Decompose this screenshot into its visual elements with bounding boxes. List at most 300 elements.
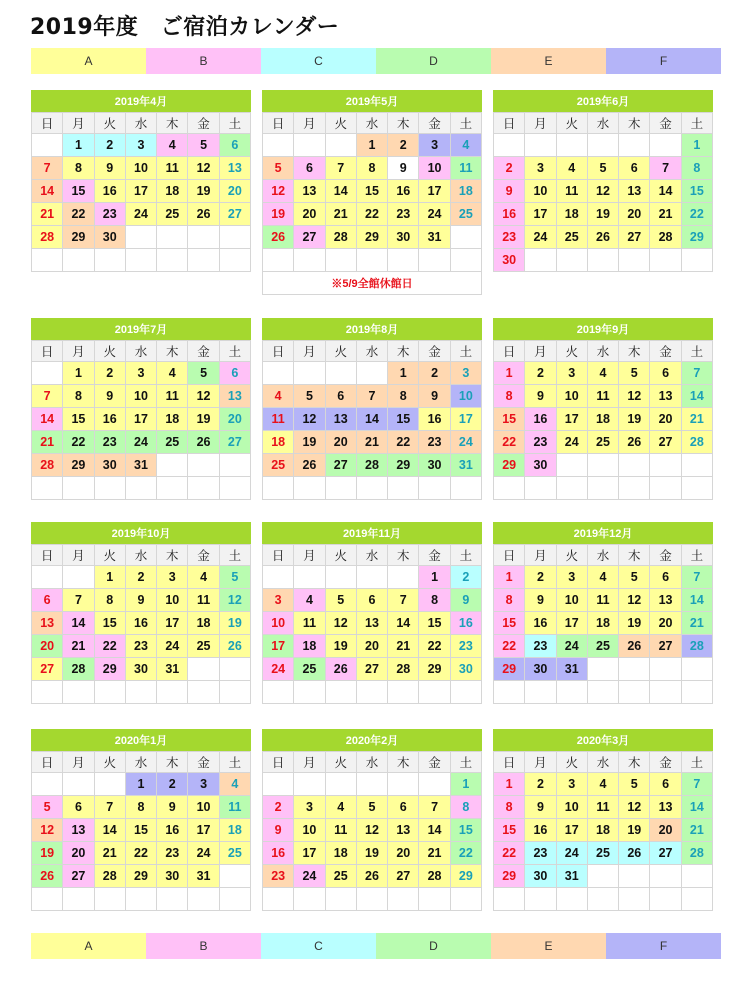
day-cell[interactable]: 12 (32, 819, 63, 842)
day-cell[interactable]: 22 (494, 431, 525, 454)
day-cell[interactable]: 14 (325, 180, 356, 203)
day-cell[interactable]: 15 (494, 612, 525, 635)
day-cell[interactable]: 6 (219, 134, 250, 157)
day-cell[interactable]: 24 (450, 431, 481, 454)
day-cell[interactable]: 23 (419, 431, 450, 454)
day-cell[interactable]: 26 (619, 635, 650, 658)
day-cell[interactable]: 23 (525, 842, 556, 865)
day-cell[interactable]: 10 (556, 385, 587, 408)
day-cell[interactable]: 15 (419, 612, 450, 635)
day-cell[interactable]: 10 (294, 819, 325, 842)
day-cell[interactable]: 21 (32, 431, 63, 454)
day-cell[interactable]: 22 (494, 635, 525, 658)
day-cell[interactable]: 19 (325, 635, 356, 658)
day-cell[interactable]: 13 (219, 385, 250, 408)
day-cell[interactable]: 5 (619, 566, 650, 589)
day-cell[interactable]: 3 (125, 134, 156, 157)
day-cell[interactable]: 12 (587, 180, 618, 203)
day-cell[interactable]: 4 (157, 134, 188, 157)
day-cell[interactable]: 8 (681, 157, 712, 180)
day-cell[interactable]: 30 (94, 226, 125, 249)
day-cell[interactable]: 2 (157, 773, 188, 796)
day-cell[interactable]: 9 (450, 589, 481, 612)
day-cell[interactable]: 5 (356, 796, 387, 819)
day-cell[interactable]: 6 (294, 157, 325, 180)
day-cell[interactable]: 14 (32, 408, 63, 431)
day-cell[interactable]: 4 (157, 362, 188, 385)
day-cell[interactable]: 9 (419, 385, 450, 408)
day-cell[interactable]: 26 (219, 635, 250, 658)
day-cell[interactable]: 5 (263, 157, 294, 180)
day-cell[interactable]: 7 (388, 589, 419, 612)
day-cell[interactable]: 4 (587, 773, 618, 796)
day-cell[interactable]: 4 (556, 157, 587, 180)
day-cell[interactable]: 3 (125, 362, 156, 385)
day-cell[interactable]: 26 (32, 865, 63, 888)
day-cell[interactable]: 2 (494, 157, 525, 180)
day-cell[interactable]: 2 (94, 362, 125, 385)
day-cell[interactable]: 3 (263, 589, 294, 612)
day-cell[interactable]: 6 (325, 385, 356, 408)
day-cell[interactable]: 25 (556, 226, 587, 249)
day-cell[interactable]: 18 (587, 408, 618, 431)
day-cell[interactable]: 5 (325, 589, 356, 612)
day-cell[interactable]: 20 (219, 408, 250, 431)
day-cell[interactable]: 11 (294, 612, 325, 635)
day-cell[interactable]: 8 (494, 796, 525, 819)
day-cell[interactable]: 9 (494, 180, 525, 203)
day-cell[interactable]: 19 (619, 408, 650, 431)
day-cell[interactable]: 28 (681, 431, 712, 454)
day-cell[interactable]: 22 (681, 203, 712, 226)
day-cell[interactable]: 4 (325, 796, 356, 819)
day-cell[interactable]: 23 (525, 635, 556, 658)
day-cell[interactable]: 3 (157, 566, 188, 589)
day-cell[interactable]: 25 (157, 431, 188, 454)
day-cell[interactable]: 6 (356, 589, 387, 612)
day-cell[interactable]: 12 (619, 589, 650, 612)
day-cell[interactable]: 25 (263, 454, 294, 477)
day-cell[interactable]: 14 (94, 819, 125, 842)
day-cell[interactable]: 25 (587, 842, 618, 865)
day-cell[interactable]: 6 (650, 773, 681, 796)
day-cell[interactable]: 15 (63, 408, 94, 431)
day-cell[interactable]: 30 (450, 658, 481, 681)
day-cell[interactable]: 31 (125, 454, 156, 477)
day-cell[interactable]: 6 (650, 566, 681, 589)
day-cell[interactable]: 4 (188, 566, 219, 589)
day-cell[interactable]: 18 (157, 180, 188, 203)
day-cell[interactable]: 9 (157, 796, 188, 819)
day-cell[interactable]: 3 (556, 773, 587, 796)
day-cell[interactable]: 21 (325, 203, 356, 226)
day-cell[interactable]: 6 (32, 589, 63, 612)
day-cell[interactable]: 28 (388, 658, 419, 681)
day-cell[interactable]: 8 (63, 157, 94, 180)
day-cell[interactable]: 25 (325, 865, 356, 888)
day-cell[interactable]: 21 (681, 612, 712, 635)
day-cell[interactable]: 2 (388, 134, 419, 157)
day-cell[interactable]: 25 (294, 658, 325, 681)
day-cell[interactable]: 8 (494, 385, 525, 408)
day-cell[interactable]: 8 (125, 796, 156, 819)
day-cell[interactable]: 16 (419, 408, 450, 431)
day-cell[interactable]: 2 (525, 773, 556, 796)
day-cell[interactable]: 17 (263, 635, 294, 658)
day-cell[interactable]: 4 (219, 773, 250, 796)
day-cell[interactable]: 10 (188, 796, 219, 819)
day-cell[interactable]: 23 (94, 431, 125, 454)
day-cell[interactable]: 20 (219, 180, 250, 203)
day-cell[interactable]: 24 (556, 635, 587, 658)
day-cell[interactable]: 16 (450, 612, 481, 635)
day-cell[interactable]: 12 (263, 180, 294, 203)
day-cell[interactable]: 13 (294, 180, 325, 203)
day-cell[interactable]: 27 (356, 658, 387, 681)
day-cell[interactable]: 20 (650, 612, 681, 635)
day-cell[interactable]: 3 (556, 362, 587, 385)
day-cell[interactable]: 29 (63, 226, 94, 249)
day-cell[interactable]: 9 (388, 157, 419, 180)
day-cell[interactable]: 14 (63, 612, 94, 635)
day-cell[interactable]: 23 (388, 203, 419, 226)
day-cell[interactable]: 11 (157, 385, 188, 408)
day-cell[interactable]: 24 (263, 658, 294, 681)
day-cell[interactable]: 28 (325, 226, 356, 249)
day-cell[interactable]: 25 (587, 431, 618, 454)
day-cell[interactable]: 14 (681, 385, 712, 408)
day-cell[interactable]: 30 (94, 454, 125, 477)
day-cell[interactable]: 2 (263, 796, 294, 819)
day-cell[interactable]: 27 (219, 203, 250, 226)
day-cell[interactable]: 30 (419, 454, 450, 477)
day-cell[interactable]: 4 (294, 589, 325, 612)
day-cell[interactable]: 21 (388, 635, 419, 658)
day-cell[interactable]: 2 (450, 566, 481, 589)
day-cell[interactable]: 8 (356, 157, 387, 180)
day-cell[interactable]: 31 (188, 865, 219, 888)
day-cell[interactable]: 20 (63, 842, 94, 865)
day-cell[interactable]: 19 (32, 842, 63, 865)
day-cell[interactable]: 18 (587, 819, 618, 842)
day-cell[interactable]: 11 (556, 180, 587, 203)
day-cell[interactable]: 8 (388, 385, 419, 408)
day-cell[interactable]: 31 (419, 226, 450, 249)
day-cell[interactable]: 16 (94, 180, 125, 203)
day-cell[interactable]: 12 (619, 385, 650, 408)
day-cell[interactable]: 16 (525, 819, 556, 842)
day-cell[interactable]: 11 (188, 589, 219, 612)
day-cell[interactable]: 23 (450, 635, 481, 658)
day-cell[interactable]: 23 (494, 226, 525, 249)
day-cell[interactable]: 10 (556, 796, 587, 819)
day-cell[interactable]: 21 (63, 635, 94, 658)
day-cell[interactable]: 18 (157, 408, 188, 431)
day-cell[interactable]: 24 (556, 842, 587, 865)
day-cell[interactable]: 12 (219, 589, 250, 612)
day-cell[interactable]: 28 (94, 865, 125, 888)
day-cell[interactable]: 29 (494, 865, 525, 888)
day-cell[interactable]: 9 (94, 157, 125, 180)
day-cell[interactable]: 1 (125, 773, 156, 796)
day-cell[interactable]: 28 (650, 226, 681, 249)
day-cell[interactable]: 5 (587, 157, 618, 180)
day-cell[interactable]: 18 (263, 431, 294, 454)
day-cell[interactable]: 15 (450, 819, 481, 842)
day-cell[interactable]: 23 (157, 842, 188, 865)
day-cell[interactable]: 20 (619, 203, 650, 226)
day-cell[interactable]: 8 (450, 796, 481, 819)
day-cell[interactable]: 7 (681, 362, 712, 385)
day-cell[interactable]: 29 (419, 658, 450, 681)
day-cell[interactable]: 1 (681, 134, 712, 157)
day-cell[interactable]: 19 (219, 612, 250, 635)
day-cell[interactable]: 1 (419, 566, 450, 589)
day-cell[interactable]: 24 (125, 431, 156, 454)
day-cell[interactable]: 19 (587, 203, 618, 226)
day-cell[interactable]: 20 (356, 635, 387, 658)
day-cell[interactable]: 16 (263, 842, 294, 865)
day-cell[interactable]: 29 (450, 865, 481, 888)
day-cell[interactable]: 25 (219, 842, 250, 865)
day-cell[interactable]: 17 (125, 408, 156, 431)
day-cell[interactable]: 1 (494, 773, 525, 796)
day-cell[interactable]: 15 (63, 180, 94, 203)
day-cell[interactable]: 7 (419, 796, 450, 819)
day-cell[interactable]: 11 (450, 157, 481, 180)
day-cell[interactable]: 19 (188, 180, 219, 203)
day-cell[interactable]: 15 (681, 180, 712, 203)
day-cell[interactable]: 6 (650, 362, 681, 385)
day-cell[interactable]: 18 (325, 842, 356, 865)
day-cell[interactable]: 9 (94, 385, 125, 408)
day-cell[interactable]: 28 (419, 865, 450, 888)
day-cell[interactable]: 5 (619, 773, 650, 796)
day-cell[interactable]: 28 (681, 842, 712, 865)
day-cell[interactable]: 21 (650, 203, 681, 226)
day-cell[interactable]: 15 (125, 819, 156, 842)
day-cell[interactable]: 22 (388, 431, 419, 454)
day-cell[interactable]: 26 (294, 454, 325, 477)
day-cell[interactable]: 26 (619, 431, 650, 454)
day-cell[interactable]: 4 (587, 362, 618, 385)
day-cell[interactable]: 1 (494, 566, 525, 589)
day-cell[interactable]: 22 (450, 842, 481, 865)
day-cell[interactable]: 5 (219, 566, 250, 589)
day-cell[interactable]: 31 (556, 658, 587, 681)
day-cell[interactable]: 12 (619, 796, 650, 819)
day-cell[interactable]: 22 (63, 431, 94, 454)
day-cell[interactable]: 6 (388, 796, 419, 819)
day-cell[interactable]: 17 (419, 180, 450, 203)
day-cell[interactable]: 21 (32, 203, 63, 226)
day-cell[interactable]: 30 (525, 658, 556, 681)
day-cell[interactable]: 24 (525, 226, 556, 249)
day-cell[interactable]: 8 (63, 385, 94, 408)
day-cell[interactable]: 30 (494, 249, 525, 272)
day-cell[interactable]: 17 (556, 819, 587, 842)
day-cell[interactable]: 3 (556, 566, 587, 589)
day-cell[interactable]: 23 (263, 865, 294, 888)
day-cell[interactable]: 1 (388, 362, 419, 385)
day-cell[interactable]: 3 (294, 796, 325, 819)
day-cell[interactable]: 7 (32, 157, 63, 180)
day-cell[interactable]: 12 (188, 157, 219, 180)
day-cell[interactable]: 6 (63, 796, 94, 819)
day-cell[interactable]: 12 (294, 408, 325, 431)
day-cell[interactable]: 17 (556, 408, 587, 431)
day-cell[interactable]: 13 (356, 612, 387, 635)
day-cell[interactable]: 29 (494, 658, 525, 681)
day-cell[interactable]: 10 (419, 157, 450, 180)
day-cell[interactable]: 30 (525, 865, 556, 888)
day-cell[interactable]: 29 (356, 226, 387, 249)
day-cell[interactable]: 13 (219, 157, 250, 180)
day-cell[interactable]: 22 (419, 635, 450, 658)
day-cell[interactable]: 23 (125, 635, 156, 658)
day-cell[interactable]: 10 (125, 385, 156, 408)
day-cell[interactable]: 15 (94, 612, 125, 635)
day-cell[interactable]: 17 (188, 819, 219, 842)
day-cell[interactable]: 5 (294, 385, 325, 408)
day-cell[interactable]: 28 (681, 635, 712, 658)
day-cell[interactable]: 5 (188, 362, 219, 385)
day-cell[interactable]: 7 (94, 796, 125, 819)
day-cell[interactable]: 13 (650, 385, 681, 408)
day-cell[interactable]: 25 (188, 635, 219, 658)
day-cell[interactable]: 27 (650, 635, 681, 658)
day-cell[interactable]: 11 (587, 796, 618, 819)
day-cell[interactable]: 14 (650, 180, 681, 203)
day-cell[interactable]: 29 (125, 865, 156, 888)
day-cell[interactable]: 20 (650, 819, 681, 842)
day-cell[interactable]: 11 (587, 385, 618, 408)
day-cell[interactable]: 21 (356, 431, 387, 454)
day-cell[interactable]: 16 (525, 612, 556, 635)
day-cell[interactable]: 28 (32, 454, 63, 477)
day-cell[interactable]: 4 (263, 385, 294, 408)
day-cell[interactable]: 14 (681, 589, 712, 612)
day-cell[interactable]: 7 (325, 157, 356, 180)
day-cell[interactable]: 5 (188, 134, 219, 157)
day-cell[interactable]: 26 (619, 842, 650, 865)
day-cell[interactable]: 22 (94, 635, 125, 658)
day-cell[interactable]: 7 (650, 157, 681, 180)
day-cell[interactable]: 26 (356, 865, 387, 888)
day-cell[interactable]: 5 (32, 796, 63, 819)
day-cell[interactable]: 12 (188, 385, 219, 408)
day-cell[interactable]: 11 (325, 819, 356, 842)
day-cell[interactable]: 27 (219, 431, 250, 454)
day-cell[interactable]: 28 (32, 226, 63, 249)
day-cell[interactable]: 21 (681, 819, 712, 842)
day-cell[interactable]: 24 (294, 865, 325, 888)
day-cell[interactable]: 2 (525, 362, 556, 385)
day-cell[interactable]: 8 (419, 589, 450, 612)
day-cell[interactable]: 27 (388, 865, 419, 888)
day-cell[interactable]: 26 (325, 658, 356, 681)
day-cell[interactable]: 7 (681, 773, 712, 796)
day-cell[interactable]: 24 (157, 635, 188, 658)
day-cell[interactable]: 10 (525, 180, 556, 203)
day-cell[interactable]: 7 (63, 589, 94, 612)
day-cell[interactable]: 18 (188, 612, 219, 635)
day-cell[interactable]: 18 (587, 612, 618, 635)
day-cell[interactable]: 9 (525, 796, 556, 819)
day-cell[interactable]: 28 (356, 454, 387, 477)
day-cell[interactable]: 13 (63, 819, 94, 842)
day-cell[interactable]: 20 (325, 431, 356, 454)
day-cell[interactable]: 11 (587, 589, 618, 612)
day-cell[interactable]: 16 (494, 203, 525, 226)
day-cell[interactable]: 2 (125, 566, 156, 589)
day-cell[interactable]: 17 (294, 842, 325, 865)
day-cell[interactable]: 30 (388, 226, 419, 249)
day-cell[interactable]: 9 (263, 819, 294, 842)
day-cell[interactable]: 30 (157, 865, 188, 888)
day-cell[interactable]: 15 (388, 408, 419, 431)
day-cell[interactable]: 17 (525, 203, 556, 226)
day-cell[interactable]: 17 (125, 180, 156, 203)
day-cell[interactable]: 27 (63, 865, 94, 888)
day-cell[interactable]: 1 (450, 773, 481, 796)
day-cell[interactable]: 30 (525, 454, 556, 477)
day-cell[interactable]: 16 (125, 612, 156, 635)
day-cell[interactable]: 9 (525, 385, 556, 408)
day-cell[interactable]: 10 (157, 589, 188, 612)
day-cell[interactable]: 18 (294, 635, 325, 658)
day-cell[interactable]: 29 (494, 454, 525, 477)
day-cell[interactable]: 11 (219, 796, 250, 819)
day-cell[interactable]: 3 (188, 773, 219, 796)
day-cell[interactable]: 11 (263, 408, 294, 431)
day-cell[interactable]: 29 (94, 658, 125, 681)
day-cell[interactable]: 3 (525, 157, 556, 180)
day-cell[interactable]: 16 (388, 180, 419, 203)
day-cell[interactable]: 4 (450, 134, 481, 157)
day-cell[interactable]: 21 (94, 842, 125, 865)
day-cell[interactable]: 19 (619, 819, 650, 842)
day-cell[interactable]: 27 (650, 842, 681, 865)
day-cell[interactable]: 24 (188, 842, 219, 865)
day-cell[interactable]: 31 (450, 454, 481, 477)
day-cell[interactable]: 16 (157, 819, 188, 842)
day-cell[interactable]: 6 (619, 157, 650, 180)
day-cell[interactable]: 10 (263, 612, 294, 635)
day-cell[interactable]: 19 (263, 203, 294, 226)
day-cell[interactable]: 20 (388, 842, 419, 865)
day-cell[interactable]: 9 (125, 589, 156, 612)
day-cell[interactable]: 14 (419, 819, 450, 842)
day-cell[interactable]: 16 (525, 408, 556, 431)
day-cell[interactable]: 7 (356, 385, 387, 408)
day-cell[interactable]: 14 (32, 180, 63, 203)
day-cell[interactable]: 10 (450, 385, 481, 408)
day-cell[interactable]: 10 (556, 589, 587, 612)
day-cell[interactable]: 14 (356, 408, 387, 431)
day-cell[interactable]: 22 (63, 203, 94, 226)
day-cell[interactable]: 19 (356, 842, 387, 865)
day-cell[interactable]: 1 (63, 362, 94, 385)
day-cell[interactable]: 4 (587, 566, 618, 589)
day-cell[interactable]: 30 (125, 658, 156, 681)
day-cell[interactable]: 19 (619, 612, 650, 635)
day-cell[interactable]: 22 (125, 842, 156, 865)
day-cell[interactable]: 21 (681, 408, 712, 431)
day-cell[interactable]: 7 (32, 385, 63, 408)
day-cell[interactable]: 20 (650, 408, 681, 431)
day-cell[interactable]: 26 (188, 203, 219, 226)
